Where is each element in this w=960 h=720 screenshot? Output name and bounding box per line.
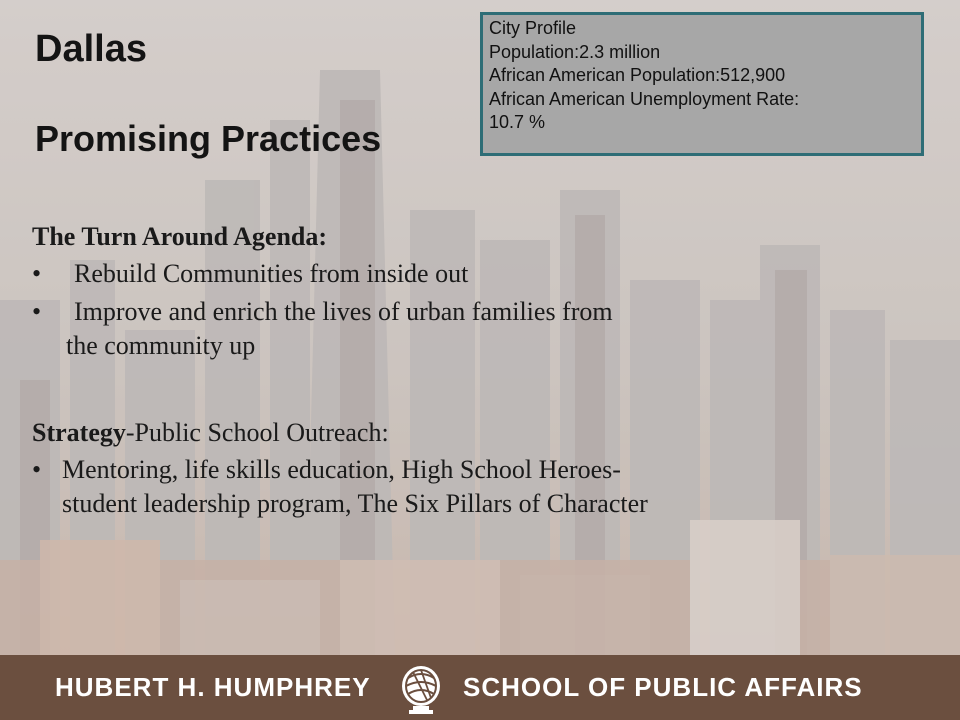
globe-seal-icon xyxy=(397,664,445,716)
bullet-icon: • xyxy=(32,455,42,484)
city-profile-aa-unemployment-label: African American Unemployment Rate: xyxy=(489,88,800,109)
city-profile-box xyxy=(480,12,924,156)
strategy-item-text: Mentoring, life skills education, High School Heroes- xyxy=(62,455,621,484)
city-profile-aa-unemployment-value: 10.7 % xyxy=(489,112,546,132)
page-subtitle: Promising Practices xyxy=(35,118,382,159)
agenda-heading: The Turn Around Agenda: xyxy=(32,222,328,251)
bullet-icon: • xyxy=(32,297,42,326)
bullet-icon: • xyxy=(32,259,42,288)
strategy-heading-rest: -Public School Outreach: xyxy=(125,418,389,447)
city-profile-heading: City Profile xyxy=(489,18,577,38)
strategy-heading xyxy=(32,418,389,448)
footer-right-text: SCHOOL OF PUBLIC AFFAIRS xyxy=(463,672,863,702)
footer-left-text: HUBERT H. HUMPHREY xyxy=(55,672,371,702)
page-title: Dallas xyxy=(35,28,147,70)
footer-bar xyxy=(0,655,960,720)
agenda-item-2-text: Improve and enrich the lives of urban families from xyxy=(74,297,613,326)
agenda-item-1-text: Rebuild Communities from inside out xyxy=(74,259,469,288)
strategy-item-continuation: student leadership program, The Six Pillars of Character xyxy=(62,489,648,518)
city-profile-aa-population: African American Population:512,900 xyxy=(489,65,786,85)
agenda-item-2-continuation: the community up xyxy=(66,331,256,360)
city-profile-population: Population:2.3 million xyxy=(489,41,661,62)
strategy-heading-bold: Strategy xyxy=(32,418,126,447)
